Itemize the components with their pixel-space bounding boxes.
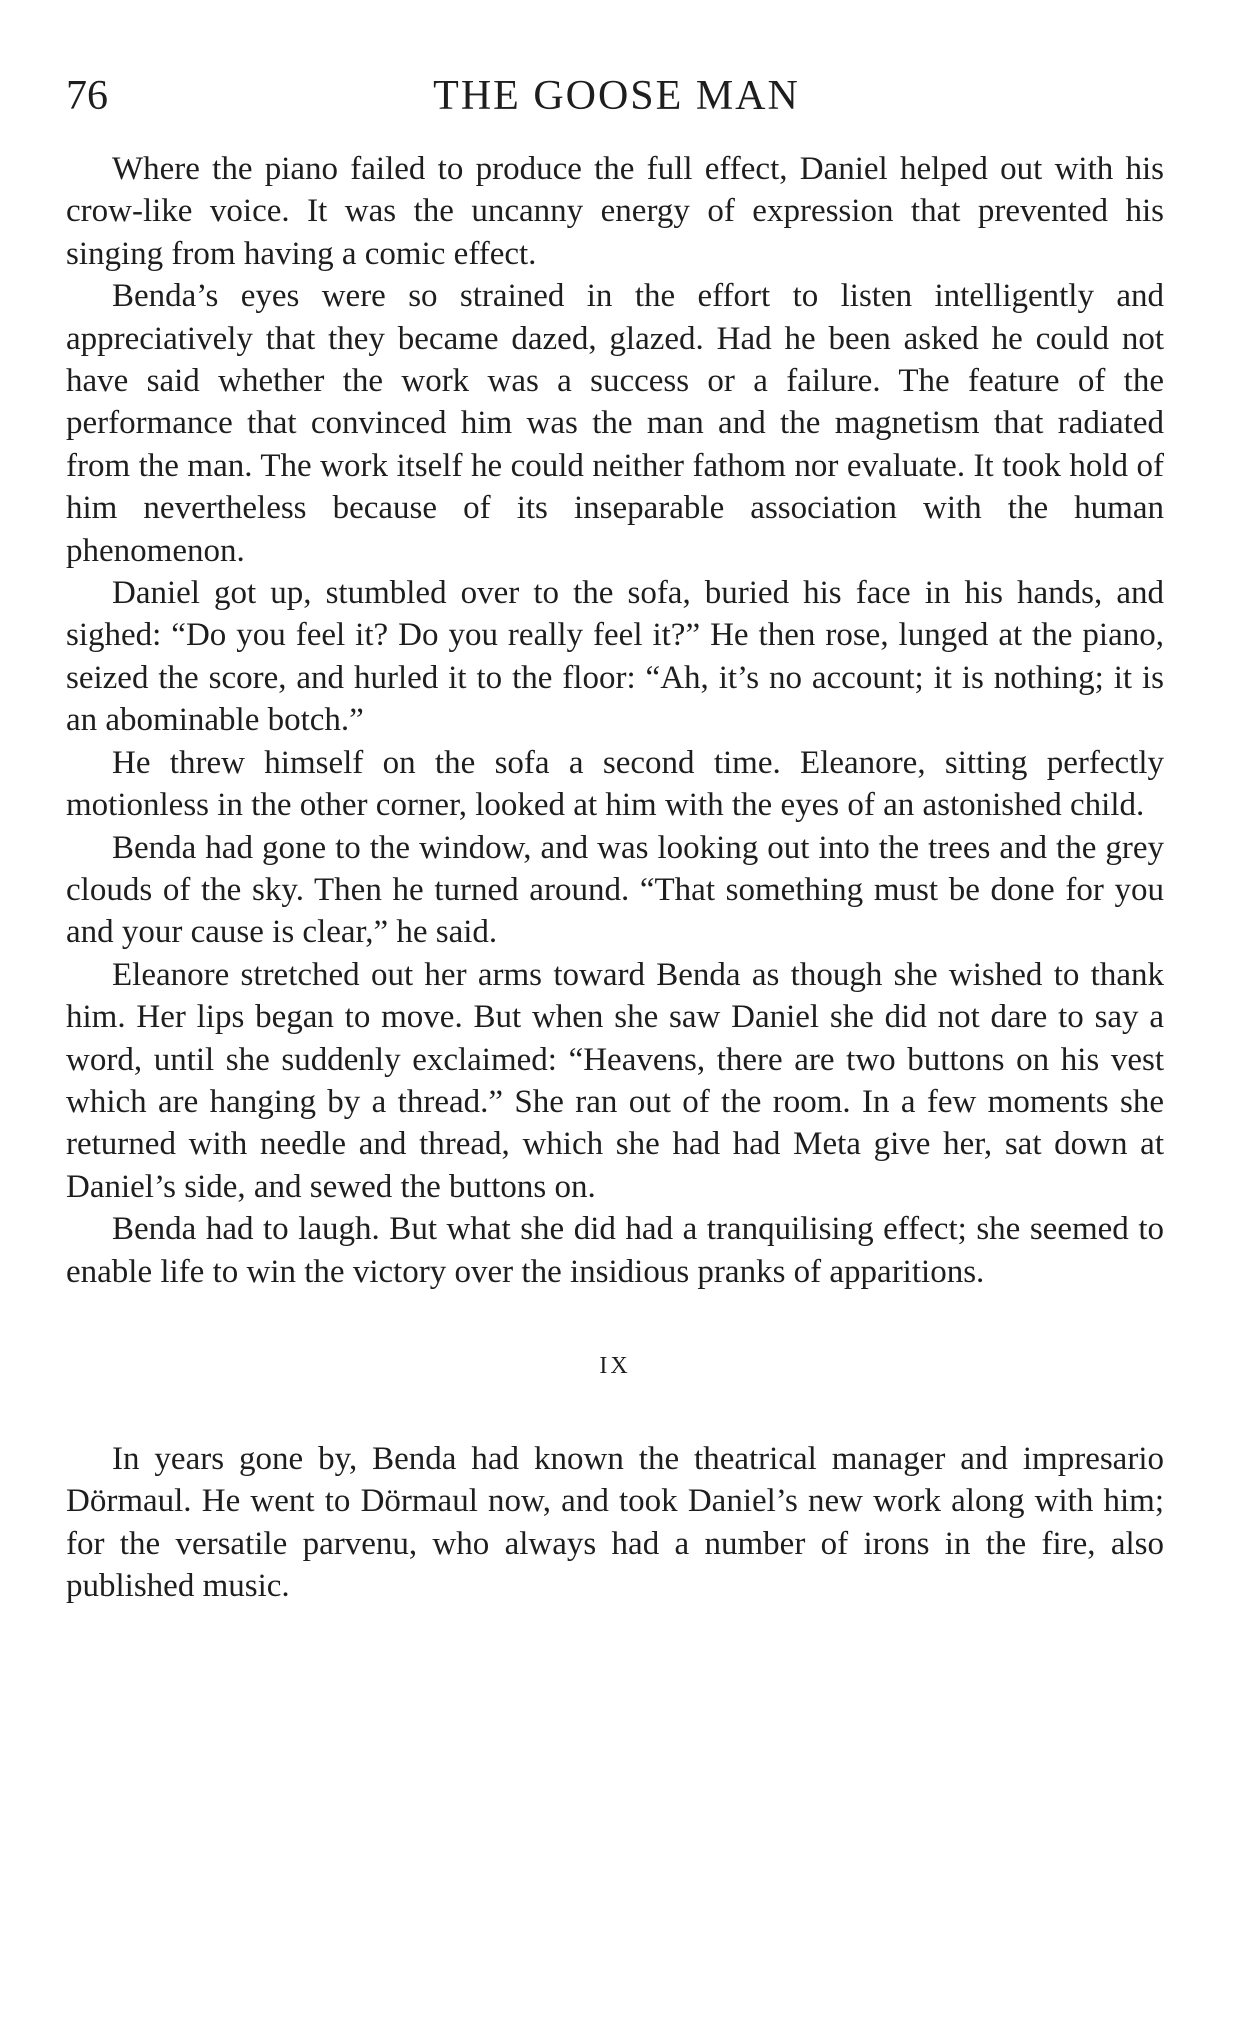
paragraph: In years gone by, Benda had known the theatrical manager and impresario Dörmaul. He went to Dörmaul now, and took Daniel’s new work along with him; for the versatile parvenu, who always had a number of irons in the fire, also published music. [66,1440,1164,1605]
page-number: 76 [66,73,108,119]
book-title: THE GOOSE MAN [433,73,800,119]
paragraph: Benda had to laugh. But what she did had a tranquilising effect; she seemed to enable life to win the victory over the insidious pranks of apparitions. [66,1211,1164,1290]
section-heading: IX [599,1352,631,1379]
paragraph: Eleanore stretched out her arms toward Benda as though she wished to thank him. Her lips began to move. But when she saw Daniel she did not dare to say a word, until she suddenly exclaimed: “Heavens, there are two buttons on his vest which are hanging by a thread.” She ran out of the room. In a few moments she returned with needle and thread, which she had had Meta give her, sat down at Daniel’s side, and sewed the buttons on. [66,956,1164,1205]
paragraph: Benda had gone to the window, and was looking out into the trees and the grey clouds of the sky. Then he turned around. “That something must be done for you and your cause is clear,” he said. [66,829,1164,951]
paragraph: Benda’s eyes were so strained in the effort to listen intelligently and appreciatively that they became dazed, glazed. Had he been asked he could not have said whether the work was a success or a failure. The feature of the performance that convinced him was the man and the magnetism that radiated from the man. The work itself he could neither fathom nor evaluate. It took hold of him nevertheless because of its inseparable association with the human phenomenon. [66,278,1164,569]
body-text [66,148,1164,1608]
paragraph: He threw himself on the sofa a second time. Eleanore, sitting perfectly motionless in the other corner, looked at him with the eyes of an astonished child. [66,744,1164,824]
paragraph: Daniel got up, stumbled over to the sofa, buried his face in his hands, and sighed: “Do you feel it? Do you really feel it?” He then rose, lunged at the piano, seized the score, and hurled it to the floor: “Ah, it’s no account; it is nothing; it is an abominable botch.” [66,575,1164,739]
paragraph: Where the piano failed to produce the full effect, Daniel helped out with his crow-like voice. It was the uncanny energy of expression that prevented his singing from having a comic effect. [66,151,1164,272]
running-head [66,66,1167,126]
